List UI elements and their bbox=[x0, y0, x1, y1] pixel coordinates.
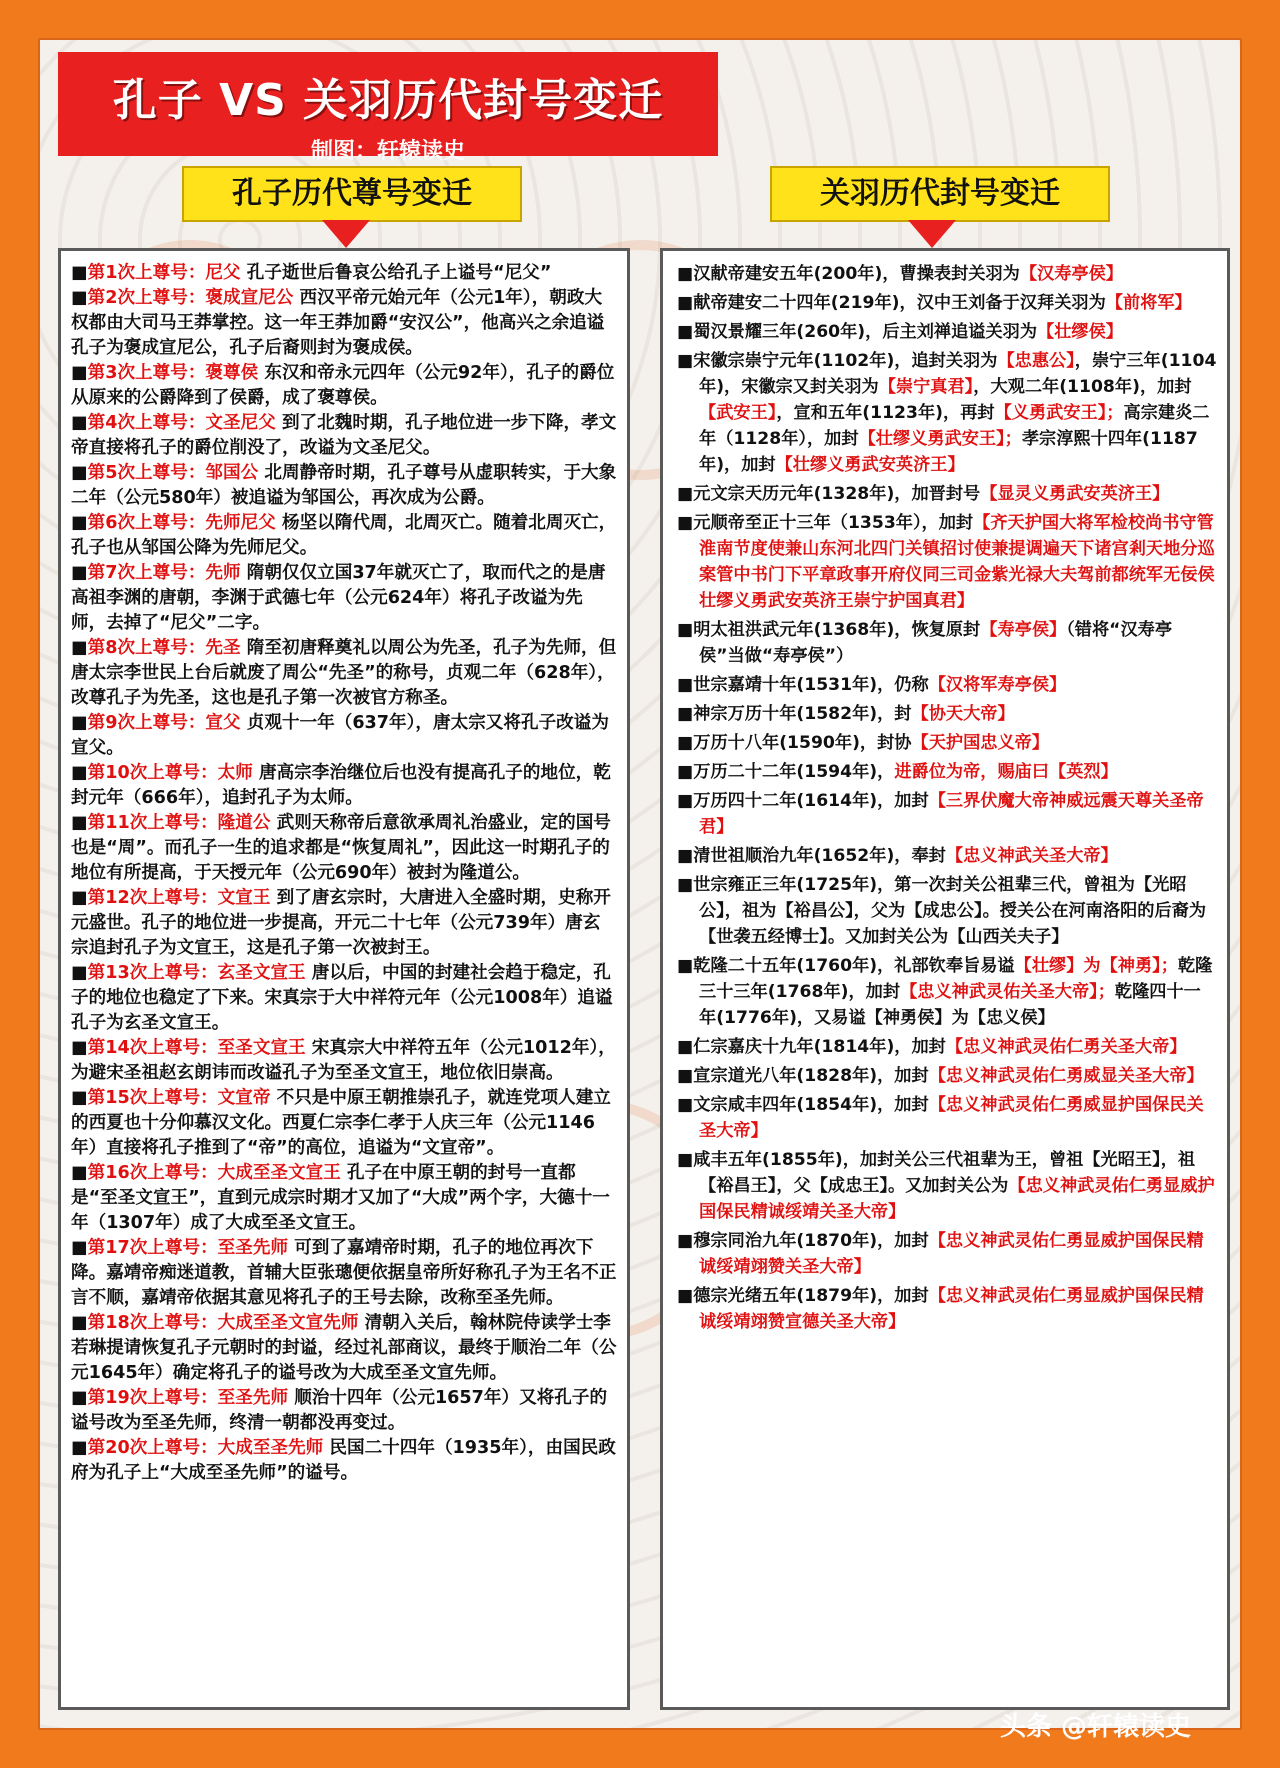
bullet-icon: ■ bbox=[677, 675, 694, 695]
item-text: 隋至初唐释奠礼以周公为先圣，孔子为先师，但唐太宗李世民上台后就废了周公“先圣”的称号，贞观二年（628年），改尊孔子为先圣，这也是孔子第一次被官方称圣。 bbox=[71, 638, 617, 708]
right-arrow-icon bbox=[908, 220, 956, 248]
title-highlight: 【忠义神武灵佑仁勇关圣大帝】 bbox=[945, 1037, 1187, 1057]
bullet-icon: ■ bbox=[71, 288, 88, 308]
item-text: 元顺帝至正十三年（1353年），加封 bbox=[693, 513, 974, 533]
confucius-title-item bbox=[71, 511, 617, 561]
item-text: 贞观十一年（637年），唐太宗又将孔子改谥为宣父。 bbox=[71, 713, 609, 758]
confucius-title-item bbox=[71, 561, 617, 636]
confucius-title-item bbox=[71, 1161, 617, 1236]
item-text: 万历十八年(1590年)，封协 bbox=[693, 733, 912, 753]
item-text: 不只是中原王朝推崇孔子，就连党项人建立的西夏也十分仰慕汉文化。西夏仁宗李仁孝于人庆三年（公元1146年）直接将孔子推到了“帝”的高位，追谥为“文宣帝”。 bbox=[71, 1088, 611, 1158]
item-label: 第17次上尊号：至圣先师 bbox=[87, 1238, 289, 1258]
confucius-title-item bbox=[71, 761, 617, 811]
bullet-icon: ■ bbox=[71, 263, 88, 283]
bullet-icon: ■ bbox=[677, 1037, 694, 1057]
item-label: 第12次上尊号：文宣王 bbox=[87, 888, 271, 908]
title-highlight: 【忠义神武灵佑仁勇威显护国保民关圣大帝】 bbox=[699, 1095, 1204, 1141]
bullet-icon: ■ bbox=[71, 563, 88, 583]
bullet-icon: ■ bbox=[71, 1313, 88, 1333]
bullet-icon: ■ bbox=[71, 363, 88, 383]
title-highlight: 【齐天护国大将军检校尚书守管淮南节度使兼山东河北四门关镇招讨使兼提调遍天下诸宫剎天地分巡案管中书门下平章政事开府仪同三司金紫光禄大夫驾前都统军无佞侯壮缪义勇武安英济王崇宁护国真君】 bbox=[699, 513, 1215, 611]
item-text: 民国二十四年（1935年），由国民政府为孔子上“大成至圣先师”的谥号。 bbox=[71, 1438, 616, 1483]
item-label: 第5次上尊号：邹国公 bbox=[87, 463, 259, 483]
bullet-icon: ■ bbox=[677, 733, 694, 753]
bullet-icon: ■ bbox=[677, 791, 694, 811]
confucius-title-item bbox=[71, 286, 617, 361]
item-text: 可到了嘉靖帝时期，孔子的地位再次下降。嘉靖帝痴迷道教，首辅大臣张璁便依据皇帝所好称孔子为王名不正言不顺，嘉靖帝依据其意见将孔子的王号去除，改称至圣先师。 bbox=[71, 1238, 617, 1308]
bullet-icon: ■ bbox=[71, 1438, 88, 1458]
item-label: 第10次上尊号：太师 bbox=[87, 763, 253, 783]
item-text: 宋真宗大中祥符五年（公元1012年），为避宋圣祖赵玄朗讳而改谥孔子为至圣文宣王，地位依旧崇高。 bbox=[71, 1038, 616, 1083]
page-subtitle: 制图：轩辕读史 bbox=[310, 139, 465, 164]
item-text: 到了北魏时期，孔子地位进一步下降，孝文帝直接将孔子的爵位削没了，改谥为文圣尼父。 bbox=[71, 413, 617, 458]
guanyu-panel bbox=[660, 248, 1230, 1710]
title-highlight: 【协天大帝】 bbox=[911, 704, 1015, 724]
item-label: 第7次上尊号：先师 bbox=[87, 563, 241, 583]
title-highlight: 【三界伏魔大帝神威远震天尊关圣帝君】 bbox=[699, 791, 1204, 837]
bullet-icon: ■ bbox=[71, 413, 88, 433]
item-label: 第14次上尊号：至圣文宣王 bbox=[87, 1038, 306, 1058]
guanyu-title-item bbox=[677, 953, 1217, 1031]
bullet-icon: ■ bbox=[677, 1231, 694, 1251]
item-text: ，大观二年(1108年)，加封 bbox=[973, 377, 1192, 397]
title-highlight: 【寿亭侯】 bbox=[980, 620, 1067, 640]
confucius-title-item bbox=[71, 1436, 617, 1486]
confucius-title-item bbox=[71, 711, 617, 761]
bullet-icon: ■ bbox=[677, 351, 694, 371]
item-text: 北周静帝时期，孔子尊号从虚职转实，于大象二年（公元580年）被追谥为邹国公，再次成为公爵。 bbox=[71, 463, 617, 508]
title-highlight: 【汉寿亭侯】 bbox=[1019, 264, 1123, 284]
title-highlight: 【忠义神武灵佑仁勇显威护国保民精诚绥靖翊赞宣德关圣大帝】 bbox=[699, 1286, 1204, 1332]
item-label: 第20次上尊号：大成至圣先师 bbox=[87, 1438, 324, 1458]
bullet-icon: ■ bbox=[677, 1150, 694, 1170]
guanyu-title-item bbox=[677, 510, 1217, 614]
item-text: 世宗嘉靖十年(1531年)，仍称 bbox=[693, 675, 929, 695]
left-arrow-icon bbox=[322, 220, 370, 248]
confucius-title-item bbox=[71, 461, 617, 511]
item-text: 世宗雍正三年(1725年)，第一次封关公祖辈三代，曾祖为【光昭公】，祖为【裕昌公】，父为【成忠公】。授关公在河南洛阳的后裔为【世袭五经博士】。又加封关公为【山西关夫子】 bbox=[693, 875, 1207, 947]
guanyu-title-item bbox=[677, 701, 1217, 727]
item-text: 西汉平帝元始元年（公元1年），朝政大权都由大司马王莽掌控。这一年王莽加爵“安汉公”，他高兴之余追谥孔子为褒成宣尼公，孔子后裔则封为褒成侯。 bbox=[71, 288, 605, 358]
bullet-icon: ■ bbox=[71, 1038, 88, 1058]
guanyu-title-item bbox=[677, 1063, 1217, 1089]
item-label: 第9次上尊号：宣父 bbox=[87, 713, 241, 733]
bullet-icon: ■ bbox=[677, 293, 694, 313]
item-text: 仁宗嘉庆十九年(1814年)，加封 bbox=[693, 1037, 946, 1057]
item-label: 第16次上尊号：大成至圣文宣王 bbox=[87, 1163, 341, 1183]
bullet-icon: ■ bbox=[71, 463, 88, 483]
guanyu-title-item bbox=[677, 481, 1217, 507]
item-label: 第2次上尊号：褒成宣尼公 bbox=[87, 288, 294, 308]
item-label: 第3次上尊号：褒尊侯 bbox=[87, 363, 259, 383]
bullet-icon: ■ bbox=[677, 704, 694, 724]
confucius-title-item bbox=[71, 1236, 617, 1311]
bullet-icon: ■ bbox=[677, 513, 694, 533]
item-text: 乾隆四十一年(1776年)，又易谥【神勇侯】为【忠义侯】 bbox=[699, 982, 1201, 1028]
title-highlight: 【忠义神武灵佑仁勇显威护国保民精诚绥靖关圣大帝】 bbox=[699, 1176, 1215, 1222]
item-text: 乾隆二十五年(1760年)，礼部钦奉旨易谥 bbox=[693, 956, 1015, 976]
bullet-icon: ■ bbox=[677, 264, 694, 284]
bullet-icon: ■ bbox=[677, 1286, 694, 1306]
title-highlight: 【忠义神武灵佑仁勇显威护国保民精诚绥靖翊赞关圣大帝】 bbox=[699, 1231, 1204, 1277]
guanyu-title-item bbox=[677, 1228, 1217, 1280]
bullet-icon: ■ bbox=[677, 1095, 694, 1115]
item-label: 第18次上尊号：大成至圣文宣先师 bbox=[87, 1313, 359, 1333]
item-text: 蜀汉景耀三年(260年)，后主刘禅追谥关羽为 bbox=[693, 322, 1038, 342]
item-text: 东汉和帝永元四年（公元92年），孔子的爵位从原来的公爵降到了侯爵，成了褒尊侯。 bbox=[71, 363, 615, 408]
bullet-icon: ■ bbox=[71, 1163, 88, 1183]
confucius-title-item bbox=[71, 1311, 617, 1386]
item-text: 隋朝仅仅立国37年就灭亡了，取而代之的是唐高祖李渊的唐朝，李渊于武德七年（公元624年）将孔子改谥为先师，去掉了“尼父”二字。 bbox=[71, 563, 606, 633]
bullet-icon: ■ bbox=[71, 963, 88, 983]
item-label: 第1次上尊号：尼父 bbox=[87, 263, 241, 283]
title-highlight: 【忠义神武关圣大帝】 bbox=[945, 846, 1118, 866]
title-highlight: 【壮缪】为【神勇】； bbox=[1014, 956, 1178, 976]
guanyu-title-item bbox=[677, 872, 1217, 950]
item-text: 元文宗天历元年(1328年)，加晋封号 bbox=[693, 484, 981, 504]
bullet-icon: ■ bbox=[71, 1088, 88, 1108]
item-text: 武则天称帝后意欲承周礼治盛业，定的国号也是“周”。而孔子一生的追求都是“恢复周礼”，因此这一时期孔子的地位有所提高，于天授元年（公元690年）被封为隆道公。 bbox=[71, 813, 611, 883]
title-highlight: 【显灵义勇武安英济王】 bbox=[980, 484, 1170, 504]
guanyu-title-item bbox=[677, 617, 1217, 669]
guanyu-title-item bbox=[677, 1147, 1217, 1225]
bullet-icon: ■ bbox=[677, 322, 694, 342]
bullet-icon: ■ bbox=[677, 846, 694, 866]
confucius-title-item bbox=[71, 1036, 617, 1086]
item-label: 第8次上尊号：先圣 bbox=[87, 638, 241, 658]
item-text: 乾隆三十三年(1768年)，加封 bbox=[699, 956, 1213, 1002]
right-column-header: 关羽历代封号变迁 bbox=[770, 166, 1110, 222]
left-column-header: 孔子历代尊号变迁 bbox=[182, 166, 522, 222]
item-label: 第11次上尊号：隆道公 bbox=[87, 813, 271, 833]
item-label: 第15次上尊号：文宣帝 bbox=[87, 1088, 271, 1108]
confucius-panel bbox=[58, 248, 630, 1710]
bullet-icon: ■ bbox=[71, 1238, 88, 1258]
item-text: 高宗建炎二年（1128年），加封 bbox=[699, 403, 1210, 449]
bullet-icon: ■ bbox=[677, 620, 694, 640]
item-text: 顺治十四年（公元1657年）又将孔子的谥号改为至圣先师，终清一朝都没再变过。 bbox=[71, 1388, 608, 1433]
bullet-icon: ■ bbox=[71, 713, 88, 733]
item-text: 到了唐玄宗时，大唐进入全盛时期，史称开元盛世。孔子的地位进一步提高，开元二十七年（公元739年）唐玄宗追封孔子为文宣王，这是孔子第一次被封王。 bbox=[71, 888, 611, 958]
item-text: 文宗咸丰四年(1854年)，加封 bbox=[693, 1095, 929, 1115]
item-text: 德宗光绪五年(1879年)，加封 bbox=[693, 1286, 929, 1306]
item-label: 第19次上尊号：至圣先师 bbox=[87, 1388, 289, 1408]
source-watermark: 头条 @轩辕读史 bbox=[1000, 1712, 1192, 1742]
item-text: 献帝建安二十四年(219年)，汉中王刘备于汉拜关羽为 bbox=[693, 293, 1106, 313]
item-text: 唐以后，中国的封建社会趋于稳定，孔子的地位也稳定了下来。宋真宗于大中祥符元年（公元1008年）追谥孔子为玄圣文宣王。 bbox=[71, 963, 613, 1033]
item-label: 第4次上尊号：文圣尼父 bbox=[87, 413, 276, 433]
confucius-title-item bbox=[71, 411, 617, 461]
item-text: （错将“汉寿亭侯”当做“寿亭侯”） bbox=[699, 620, 1173, 666]
title-highlight: 【壮缪义勇武安王】； bbox=[858, 429, 1022, 449]
item-text: 杨坚以隋代周，北周灭亡。随着北周灭亡，孔子也从邹国公降为先师尼父。 bbox=[71, 513, 617, 558]
bullet-icon: ■ bbox=[71, 638, 88, 658]
page-title: 孔子 VS 关羽历代封号变迁 bbox=[112, 75, 664, 126]
title-highlight: 【武安王】 bbox=[699, 403, 777, 423]
item-text: 宣宗道光八年(1828年)，加封 bbox=[693, 1066, 929, 1086]
item-label: 第13次上尊号：玄圣文宣王 bbox=[87, 963, 306, 983]
item-text: 清世祖顺治九年(1652年)，奉封 bbox=[693, 846, 946, 866]
title-highlight: 【忠惠公】 bbox=[997, 351, 1075, 371]
title-highlight: 【前将军】 bbox=[1105, 293, 1192, 313]
bullet-icon: ■ bbox=[71, 763, 88, 783]
title-highlight: 【崇宁真君】 bbox=[878, 377, 974, 397]
bullet-icon: ■ bbox=[677, 484, 694, 504]
guanyu-title-item bbox=[677, 788, 1217, 840]
item-text: 明太祖洪武元年(1368年)，恢复原封 bbox=[693, 620, 981, 640]
bullet-icon: ■ bbox=[677, 875, 694, 895]
item-text: 孔子在中原王朝的封号一直都是“至圣文宣王”，直到元成宗时期才又加了“大成”两个字，大德十一年（1307年）成了大成至圣文宣王。 bbox=[71, 1163, 610, 1233]
item-text: 万历四十二年(1614年)，加封 bbox=[693, 791, 929, 811]
confucius-title-item bbox=[71, 636, 617, 711]
title-highlight: 【忠义神武灵佑关圣大帝】； bbox=[900, 982, 1115, 1002]
item-text: 宋徽宗崇宁元年(1102年)，追封关羽为 bbox=[693, 351, 998, 371]
item-text: 万历二十二年(1594年)， bbox=[693, 762, 895, 782]
guanyu-title-item bbox=[677, 1283, 1217, 1335]
bullet-icon: ■ bbox=[71, 813, 88, 833]
item-text: ，崇宁三年(1104年)，宋徽宗又封关羽为 bbox=[699, 351, 1217, 397]
item-text: 神宗万历十年(1582年)，封 bbox=[693, 704, 912, 724]
item-text: 汉献帝建安五年(200年)，曹操表封关羽为 bbox=[693, 264, 1020, 284]
title-highlight: 【汉将军寿亭侯】 bbox=[928, 675, 1067, 695]
confucius-title-item bbox=[71, 1086, 617, 1161]
bullet-icon: ■ bbox=[677, 956, 694, 976]
bullet-icon: ■ bbox=[71, 1388, 88, 1408]
title-block bbox=[58, 52, 718, 164]
item-text: 穆宗同治九年(1870年)，加封 bbox=[693, 1231, 929, 1251]
item-text: 孔子逝世后鲁哀公给孔子上谥号“尼父” bbox=[240, 263, 552, 283]
title-highlight: 【忠义神武灵佑仁勇威显关圣大帝】 bbox=[928, 1066, 1204, 1086]
item-text: 咸丰五年(1855年)，加封关公三代祖辈为王，曾祖【光昭王】，祖【裕昌王】，父【成忠王】。又加封关公为 bbox=[693, 1150, 1196, 1196]
guanyu-title-item bbox=[677, 261, 1217, 287]
guanyu-title-item bbox=[677, 843, 1217, 869]
bullet-icon: ■ bbox=[677, 762, 694, 782]
item-text: 唐高宗李治继位后也没有提高孔子的地位，乾封元年（666年），追封孔子为太师。 bbox=[71, 763, 611, 808]
confucius-title-item bbox=[71, 1386, 617, 1436]
guanyu-title-item bbox=[677, 672, 1217, 698]
confucius-title-item bbox=[71, 886, 617, 961]
item-label: 第6次上尊号：先师尼父 bbox=[87, 513, 276, 533]
title-highlight: 【壮缪侯】 bbox=[1037, 322, 1123, 342]
guanyu-title-item bbox=[677, 759, 1217, 785]
confucius-title-item bbox=[71, 361, 617, 411]
confucius-title-item bbox=[71, 811, 617, 886]
guanyu-title-item bbox=[677, 1034, 1217, 1060]
title-highlight: 【天护国忠义帝】 bbox=[911, 733, 1050, 753]
guanyu-title-item bbox=[677, 348, 1217, 478]
title-highlight: 进爵位为帝，赐庙曰【英烈】 bbox=[894, 762, 1118, 782]
title-highlight: 【壮缪义勇武安英济王】 bbox=[775, 455, 965, 475]
bullet-icon: ■ bbox=[71, 513, 88, 533]
item-text: ，宣和五年(1123年)，再封 bbox=[776, 403, 995, 423]
guanyu-title-item bbox=[677, 290, 1217, 316]
confucius-title-item bbox=[71, 261, 617, 286]
title-highlight: 【义勇武安王】； bbox=[994, 403, 1124, 423]
guanyu-title-item bbox=[677, 730, 1217, 756]
guanyu-title-item bbox=[677, 1092, 1217, 1144]
bullet-icon: ■ bbox=[71, 888, 88, 908]
item-text: 孝宗淳熙十四年(1187年)，加封 bbox=[699, 429, 1198, 475]
bullet-icon: ■ bbox=[677, 1066, 694, 1086]
item-text: 清朝入关后，翰林院侍读学士李若琳提请恢复孔子元朝时的封谥，经过礼部商议，最终于顺治二年（公元1645年）确定将孔子的谥号改为大成至圣文宣先师。 bbox=[71, 1313, 617, 1383]
confucius-title-item bbox=[71, 961, 617, 1036]
guanyu-title-item bbox=[677, 319, 1217, 345]
